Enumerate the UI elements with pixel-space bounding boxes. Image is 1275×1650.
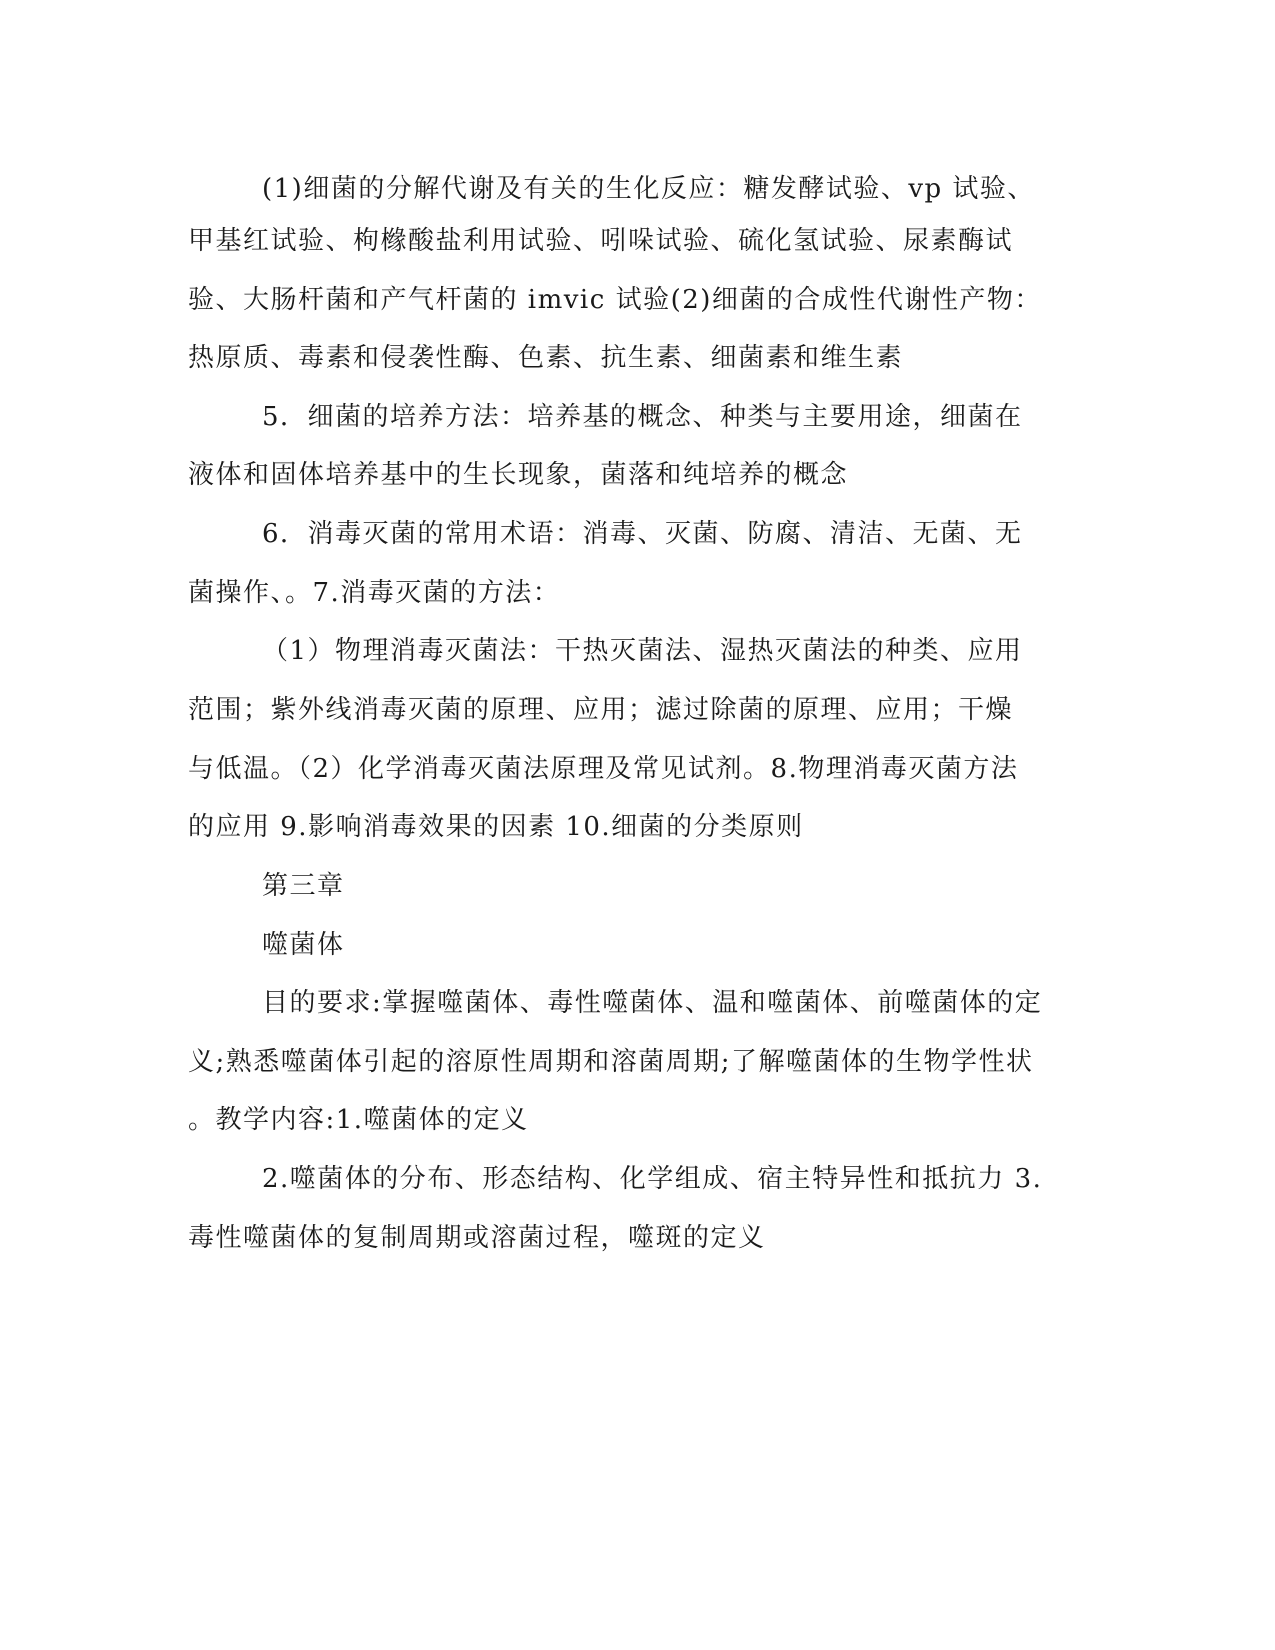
text-line: 菌操作、。7.消毒灭菌的方法： (188, 578, 561, 608)
text-line: 2.噬菌体的分布、形态结构、化学组成、宿主特异性和抵抗力 3. (262, 1164, 1043, 1194)
text-line: 液体和固体培养基中的生长现象，菌落和纯培养的概念 (188, 460, 849, 490)
chapter-heading: 第三章 (262, 871, 345, 901)
text-line: 义;熟悉噬菌体引起的溶原性周期和溶菌周期;了解噬菌体的生物学性状 (188, 1047, 1034, 1077)
text-line: 与低温。（2）化学消毒灭菌法原理及常见试剂。8.物理消毒灭菌方法 (188, 754, 1019, 784)
text-line: 毒性噬菌体的复制周期或溶菌过程，噬斑的定义 (188, 1223, 766, 1253)
text-line: 热原质、毒素和侵袭性酶、色素、抗生素、细菌素和维生素 (188, 343, 904, 373)
text-line: 5．细菌的培养方法：培养基的概念、种类与主要用途，细菌在 (262, 402, 1023, 432)
text-line: 目的要求:掌握噬菌体、毒性噬菌体、温和噬菌体、前噬菌体的定 (262, 988, 1043, 1018)
text-line: 范围；紫外线消毒灭菌的原理、应用；滤过除菌的原理、应用；干燥 (188, 695, 1014, 725)
text-line: （1）物理消毒灭菌法：干热灭菌法、湿热灭菌法的种类、应用 (262, 636, 1023, 666)
text-line: (1)细菌的分解代谢及有关的生化反应：糖发酵试验、vp 试验、 (262, 174, 1035, 204)
text-line: 甲基红试验、枸橼酸盐利用试验、吲哚试验、硫化氢试验、尿素酶试 (188, 226, 1014, 256)
text-line: 的应用 9.影响消毒效果的因素 10.细菌的分类原则 (188, 812, 804, 842)
text-line: 。教学内容:1.噬菌体的定义 (188, 1105, 529, 1135)
text-line: 验、大肠杆菌和产气杆菌的 imvic 试验(2)细菌的合成性代谢性产物： (188, 285, 1042, 315)
text-line: 6．消毒灭菌的常用术语：消毒、灭菌、防腐、清洁、无菌、无 (262, 519, 1023, 549)
section-heading: 噬菌体 (262, 930, 345, 960)
